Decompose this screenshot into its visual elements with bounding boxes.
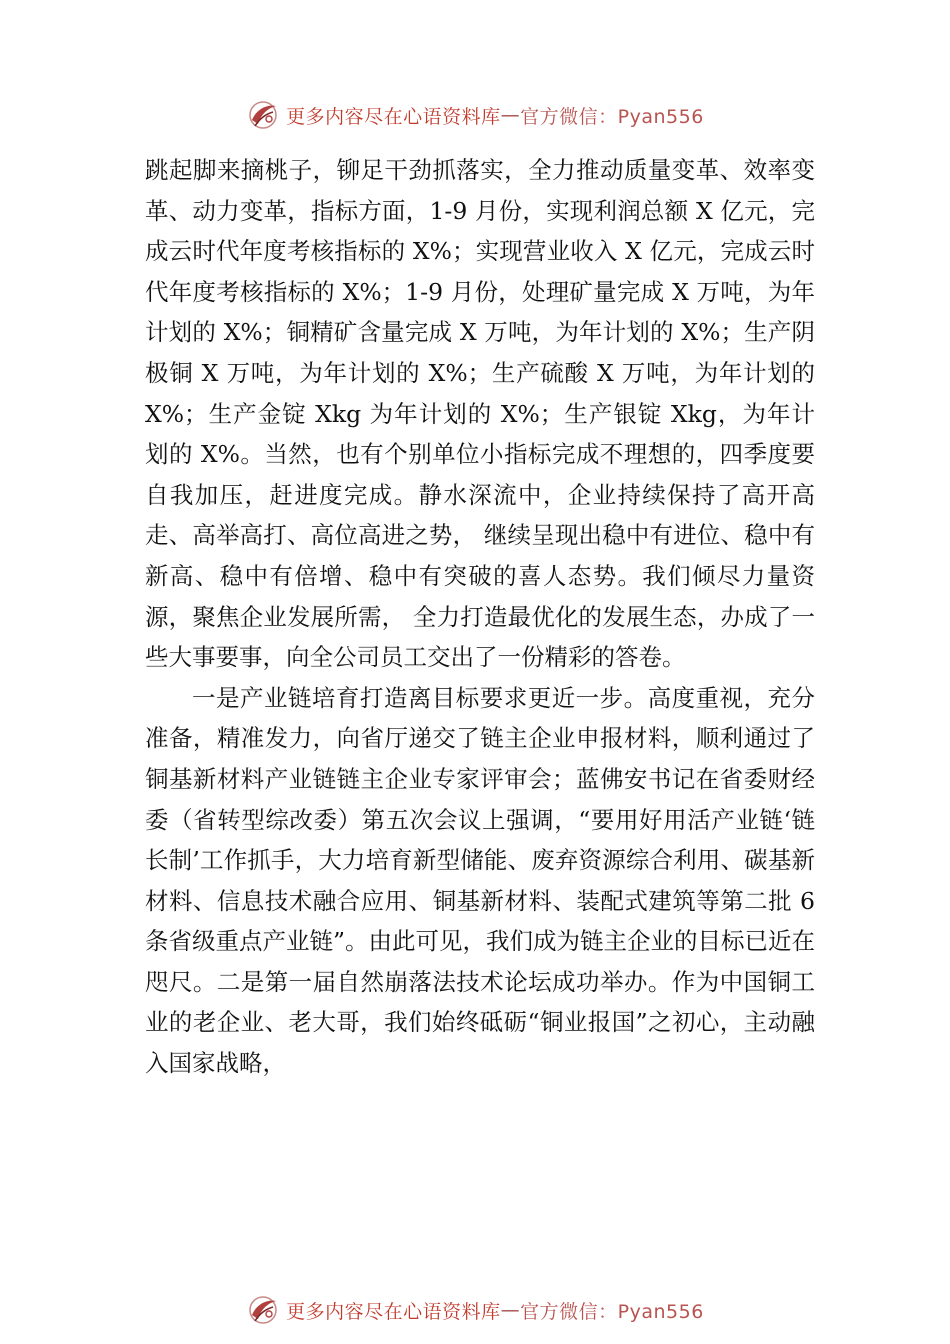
banner-brand-text: 更多内容尽在心语资料库 <box>286 105 501 128</box>
document-body <box>145 150 815 1084</box>
footer-banner <box>0 1290 950 1330</box>
banner-contact-text: 官方微信：Pyan556 <box>520 1300 704 1323</box>
banner-separator: — <box>500 1299 521 1321</box>
banner-separator: — <box>500 104 521 126</box>
banner-brand-text: 更多内容尽在心语资料库 <box>286 1300 501 1323</box>
paragraph-industry-chain: 一是产业链培育打造离目标要求更近一步。高度重视，充分准备，精准发力，向省厅递交了链主企业申报材料，顺利通过了铜基新材料产业链链主企业专家评审会；蓝佛安书记在省委财经委（省转型综改委）第五次会议上强调，“要用好用活产业链‘链长制’工作抓手，大力培育新型储能、废弃资源综合利用、碳基新材料、信息技术融合应用、铜基新材料、装配式建筑等第二批 6 条省级重点产业链”。由此可见，我们成为链主企业的目标已近在咫尺。二是第一届自然崩落法技术论坛成功举办。作为中国铜工业的老企业、老大哥，我们始终砥砺“铜业报国”之初心，主动融入国家战略， <box>145 683 816 1078</box>
quill-swirl-logo-icon <box>246 1293 280 1327</box>
quill-swirl-logo-icon <box>246 98 280 132</box>
paragraph-continuation: 跳起脚来摘桃子，铆足干劲抓落实，全力推动质量变革、效率变革、动力变革，指标方面，1-9 月份，实现利润总额 X 亿元，完成云时代年度考核指标的 X%；实现营业收入 X 亿元，完成云时代年度考核指标的 X%；1-9 月份，处理矿量完成 X 万吨，为年计划的 X%；铜精矿含量完成 X 万吨，为年计划的 X%；生产阴极铜 X 万吨，为年计划的 X%；生产硫酸 X 万吨，为年计划的 X%；生产金锭 Xkg 为年计划的 X%；生产银锭 Xkg，为年计划的 X%。当然，也有个别单位小指标完成不理想的，四季度要自我加压，赶进度完成。静水深流中，企业持续保持了高开高走、高举高打、高位高进之势， 继续呈现出稳中有进位、稳中有新高、稳中有倍增、稳中有突破的喜人态势。我们倾尽力量资源，聚焦企业发展所需， 全力打造最优化的发展生态，办成了一些大事要事，向全公司员工交出了一份精彩的答卷。 <box>145 156 815 672</box>
header-banner <box>0 95 950 135</box>
banner-contact-text: 官方微信：Pyan556 <box>520 105 704 128</box>
